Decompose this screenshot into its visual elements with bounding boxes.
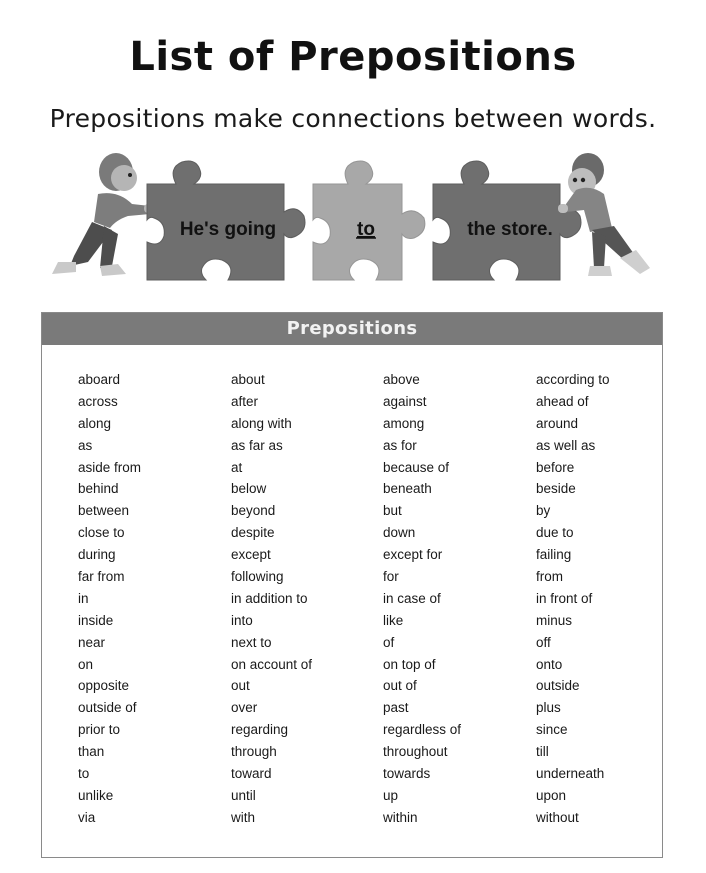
preposition-word: beyond [231,503,276,519]
preposition-word: beneath [383,481,432,497]
preposition-word: above [383,372,420,387]
preposition-word: according to [536,372,610,387]
preposition-word: off [536,634,551,650]
preposition-word: on account of [231,656,313,672]
page-title: List of Prepositions [129,34,577,80]
preposition-word: down [383,525,416,541]
preposition-word: through [231,744,277,760]
puzzle-text-2: to [357,219,375,240]
column-4 [536,372,686,832]
preposition-word: on top of [383,656,436,672]
preposition-word: ahead of [536,393,589,409]
preposition-word: opposite [78,678,130,694]
preposition-word: plus [536,700,561,716]
preposition-word: throughout [383,744,448,760]
preposition-word: via [78,809,96,825]
column-3 [383,372,533,832]
preposition-word: inside [78,612,114,628]
preposition-word: by [536,503,551,519]
preposition-word: as for [383,437,417,453]
preposition-word: during [78,547,116,563]
preposition-word: close to [78,525,125,541]
page-subtitle: Prepositions make connections between words. [49,104,657,133]
preposition-word: into [231,612,253,628]
preposition-word: than [78,744,105,760]
preposition-word: prior to [78,722,121,738]
preposition-word: to [78,766,90,782]
preposition-word: next to [231,634,272,650]
column-1 [78,372,228,832]
preposition-word: from [536,569,563,585]
preposition-word: regarding [231,722,289,738]
preposition-word: about [231,372,265,387]
puzzle-illustration [0,150,706,290]
preposition-word: at [231,459,243,475]
preposition-word: except [231,547,271,563]
preposition-word: underneath [536,766,605,782]
preposition-word: before [536,459,575,475]
panel-header: Prepositions [42,313,662,345]
left-boy-figure [52,153,154,276]
preposition-word: below [231,481,267,497]
preposition-word: in addition to [231,590,308,606]
preposition-word: around [536,415,579,431]
preposition-word: within [383,809,418,825]
preposition-word: between [78,503,130,519]
preposition-word: on [78,656,94,672]
puzzle-text-3: the store. [467,219,553,240]
preposition-word: in [78,590,89,606]
preposition-word: regardless of [383,722,462,738]
preposition-word: out [231,678,250,694]
preposition-word: of [383,634,395,650]
preposition-word: toward [231,766,272,782]
preposition-word: for [383,569,399,585]
preposition-word: until [231,787,256,803]
preposition-word: because of [383,459,450,475]
prepositions-panel [41,312,663,858]
preposition-word: as far as [231,437,283,453]
preposition-word: far from [78,569,125,585]
preposition-word: in front of [536,590,593,606]
preposition-word: towards [383,766,431,782]
preposition-word: unlike [78,787,114,803]
preposition-word: in case of [383,590,441,606]
preposition-word: outside [536,678,580,694]
puzzle-text-1: He's going [179,219,277,240]
preposition-word: as [78,437,93,453]
preposition-word: across [78,393,118,409]
preposition-word: as well as [536,437,596,453]
preposition-word: beside [536,481,576,497]
preposition-word: over [231,700,258,716]
preposition-word: following [231,569,284,585]
preposition-word: upon [536,787,567,803]
preposition-word: against [383,393,427,409]
preposition-word: minus [536,612,573,628]
preposition-word: till [536,744,549,760]
preposition-word: aboard [78,372,121,387]
preposition-word: after [231,393,259,409]
preposition-word: without [536,809,579,825]
preposition-word: behind [78,481,119,497]
preposition-word: due to [536,525,574,541]
preposition-word: up [383,787,399,803]
preposition-word: despite [231,525,275,541]
preposition-word: near [78,634,106,650]
preposition-word: failing [536,547,572,563]
preposition-word: among [383,415,425,431]
preposition-word: since [536,722,568,738]
preposition-word: outside of [78,700,137,716]
preposition-word: aside from [78,459,142,475]
preposition-word: like [383,612,404,628]
preposition-word: onto [536,656,563,672]
preposition-word: with [231,809,256,825]
preposition-word: along with [231,415,292,431]
preposition-word: out of [383,678,417,694]
preposition-word: past [383,700,409,716]
column-2 [231,372,381,832]
preposition-word: except for [383,547,443,563]
preposition-word: but [383,503,402,519]
preposition-word: along [78,415,112,431]
